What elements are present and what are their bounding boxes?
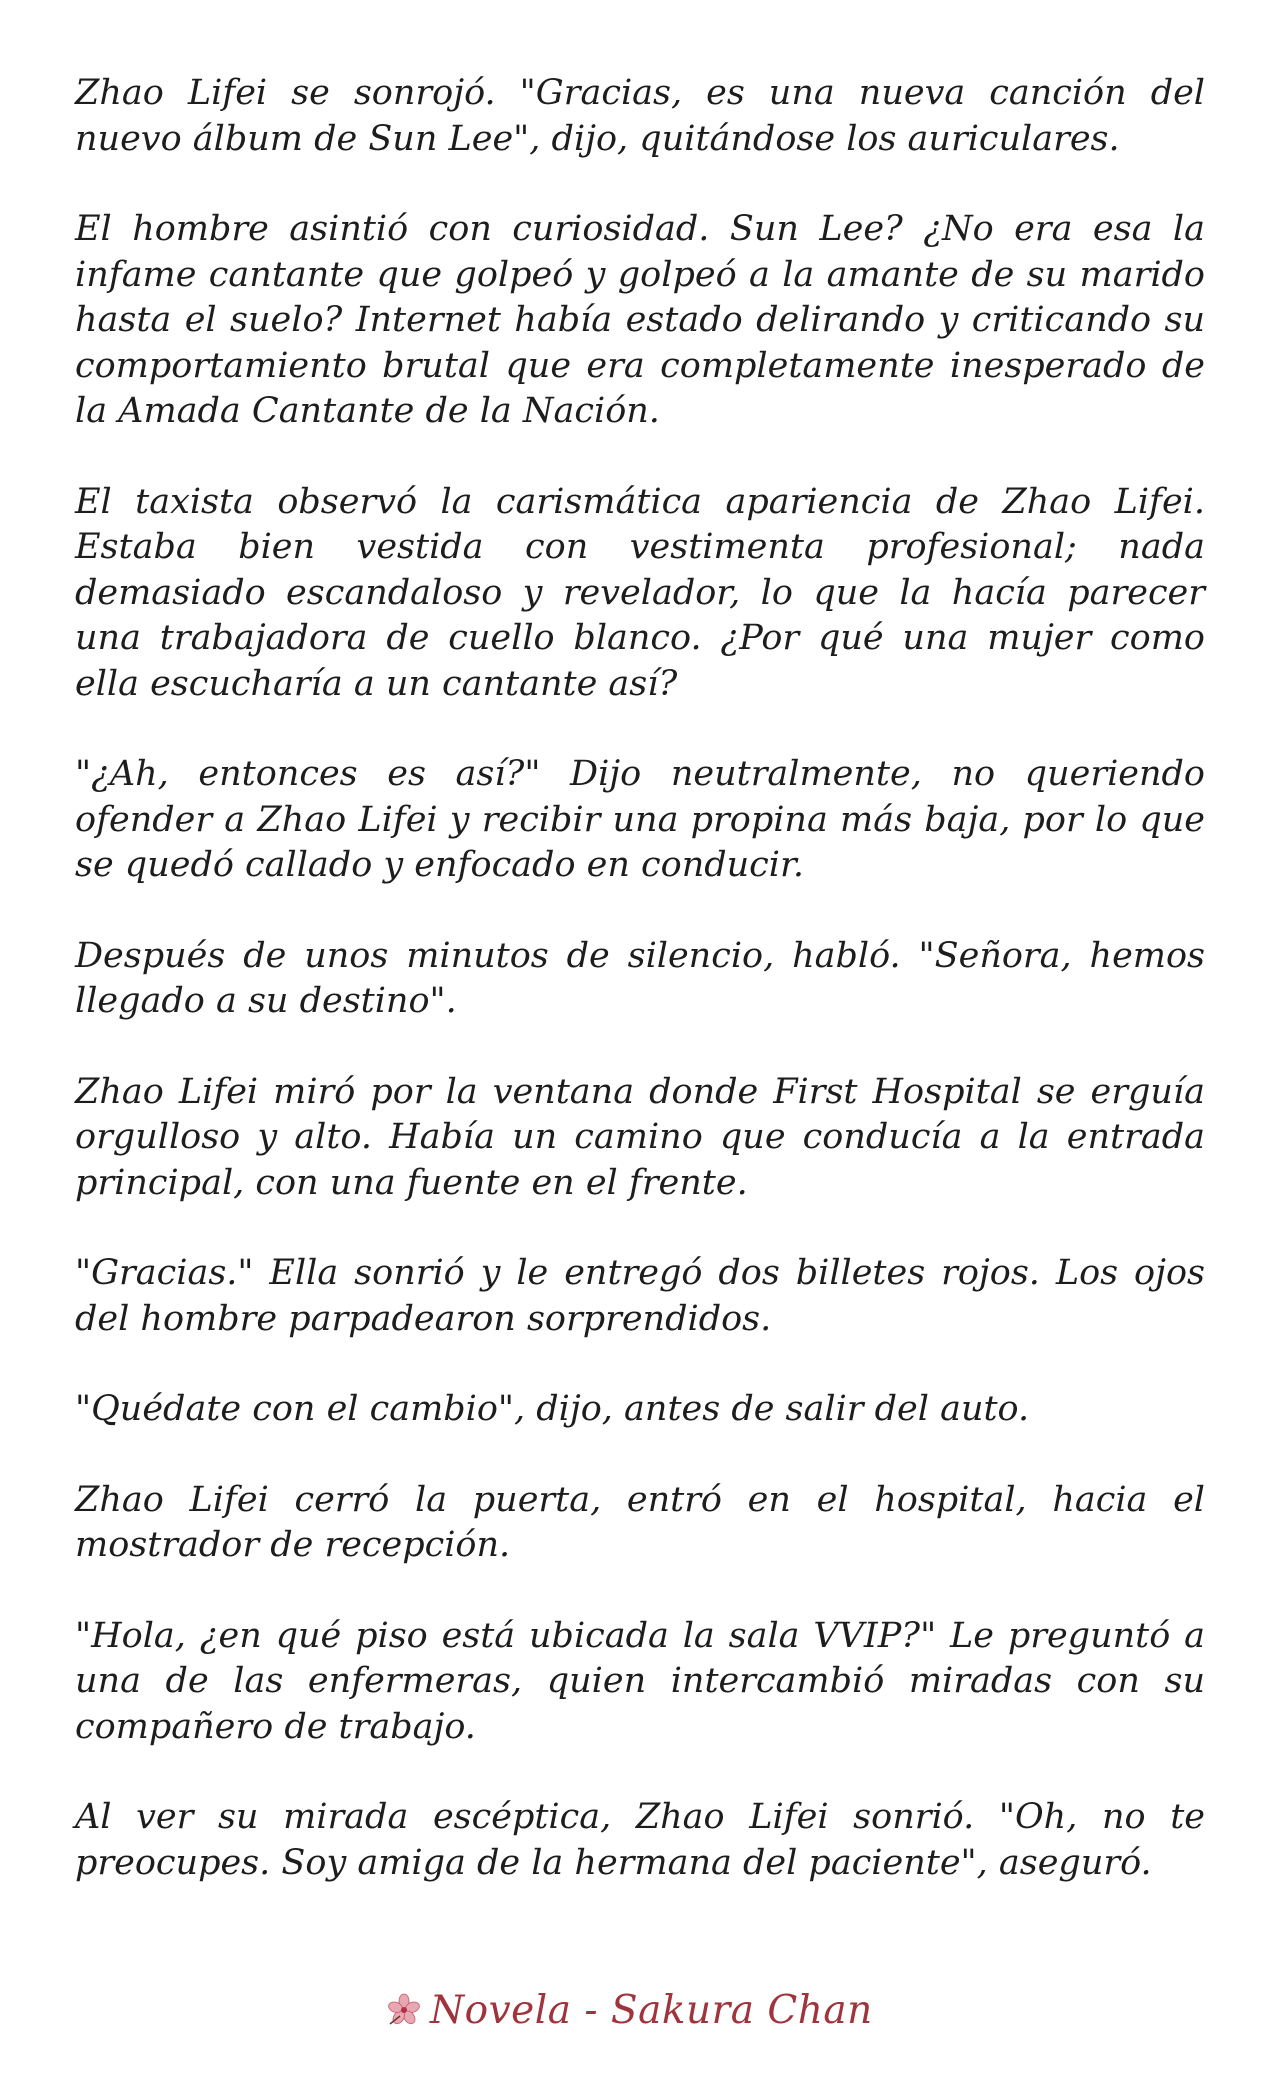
paragraph: "Hola, ¿en qué piso está ubicada la sala VVIP?" Le preguntó a una de las enfermeras, quien intercambió miradas con su compañero de trabajo. <box>75 1615 1205 1747</box>
cherry-blossom-icon <box>384 1990 424 2030</box>
paragraph: El hombre asintió con curiosidad. Sun Lee? ¿No era esa la infame cantante que golpeó y golpeó a la amante de su marido hasta el suelo? Internet había estado delirando y criticando su comportamiento brutal que era completamente inesperado de la Amada Cantante de la Nación. <box>75 209 1205 431</box>
watermark <box>384 1987 873 2033</box>
paragraph: "Gracias." Ella sonrió y le entregó dos billetes rojos. Los ojos del hombre parpadearon sorprendidos. <box>75 1253 1205 1339</box>
paragraph: Zhao Lifei miró por la ventana donde First Hospital se erguía orgulloso y alto. Había un camino que conducía a la entrada principal, con una fuente en el frente. <box>75 1071 1205 1203</box>
paragraph: "¿Ah, entonces es así?" Dijo neutralmente, no queriendo ofender a Zhao Lifei y recibir una propina más baja, por lo que se quedó callado y enfocado en conducir. <box>75 754 1205 885</box>
paragraph: Zhao Lifei se sonrojó. "Gracias, es una nueva canción del nuevo álbum de Sun Lee", dijo, quitándose los auriculares. <box>75 73 1205 159</box>
paragraph: El taxista observó la carismática apariencia de Zhao Lifei. Estaba bien vestida con vestimenta profesional; nada demasiado escandaloso y revelador, lo que la hacía parecer una trabajadora de cuello blanco. ¿Por qué una mujer como ella escucharía a un cantante así? <box>75 481 1205 704</box>
paragraph: "Quédate con el cambio", dijo, antes de salir del auto. <box>75 1389 1030 1429</box>
story-text <box>75 71 1205 1931</box>
paragraph: Zhao Lifei cerró la puerta, entró en el hospital, hacia el mostrador de recepción. <box>75 1479 1205 1565</box>
paragraph: Después de unos minutos de silencio, habló. "Señora, hemos llegado a su destino". <box>75 935 1205 1021</box>
paragraph: Al ver su mirada escéptica, Zhao Lifei sonrió. "Oh, no te preocupes. Soy amiga de la hermana del paciente", aseguró. <box>75 1797 1205 1883</box>
watermark-text: Novela - Sakura Chan <box>430 1987 873 2033</box>
